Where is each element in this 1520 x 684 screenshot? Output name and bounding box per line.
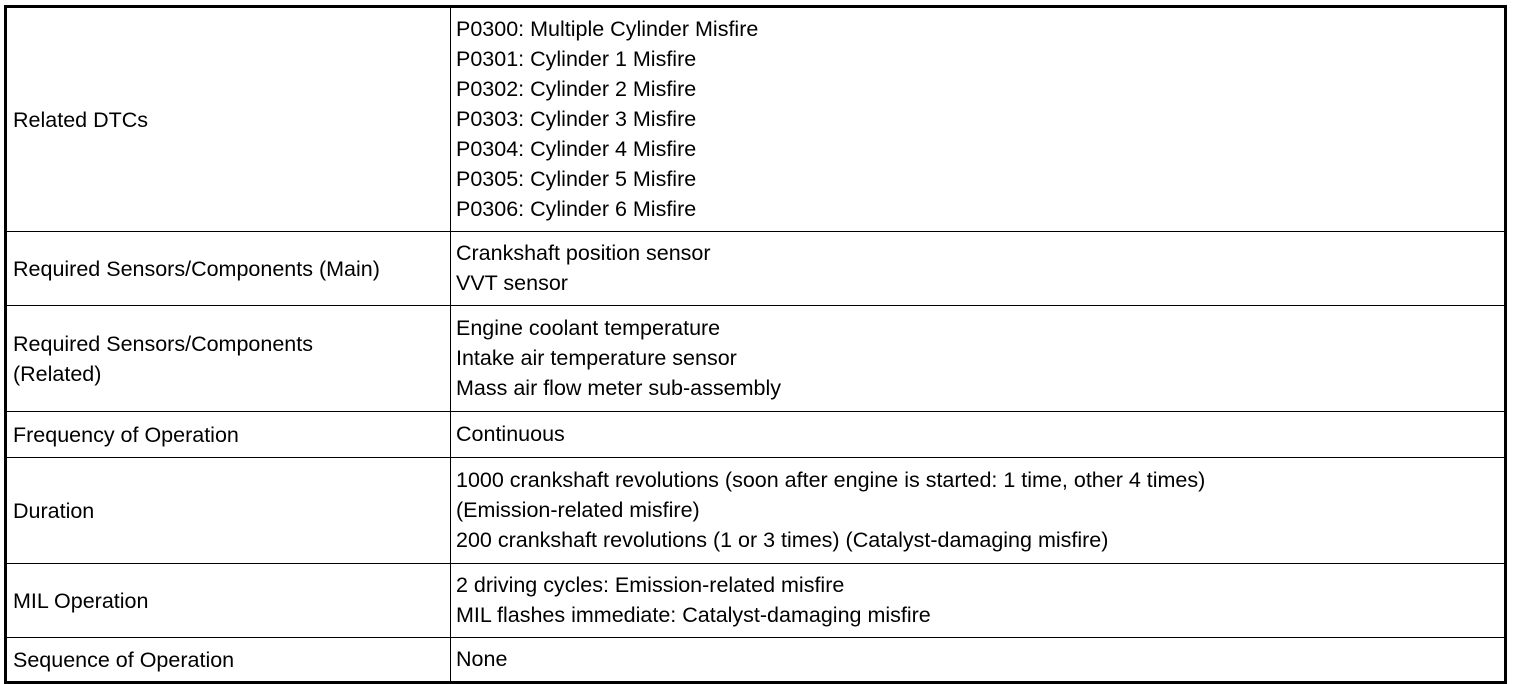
row-value-cell	[451, 412, 1506, 458]
table-row-frequency-of-operation	[6, 412, 1506, 458]
dtc-p0303: P0303: Cylinder 3 Misfire	[456, 107, 697, 131]
row-value-line: VVT sensor	[456, 271, 568, 295]
row-value-line: (Emission-related misfire)	[456, 498, 700, 522]
row-value-cell	[451, 564, 1506, 638]
dtc-p0304: P0304: Cylinder 4 Misfire	[456, 137, 697, 161]
row-value-cell	[451, 638, 1506, 683]
row-value-cell	[451, 7, 1506, 232]
row-label-cell	[6, 638, 451, 683]
row-value-cell	[451, 232, 1506, 306]
row-label-cell	[6, 7, 451, 232]
row-value-line: Intake air temperature sensor	[456, 346, 737, 370]
row-label-cell	[6, 412, 451, 458]
row-label-cell	[6, 306, 451, 412]
row-value-line: Crankshaft position sensor	[456, 241, 711, 265]
row-value-line: Mass air flow meter sub-assembly	[456, 376, 781, 400]
row-label: Duration	[13, 498, 95, 523]
row-value-line: MIL flashes immediate: Catalyst-damaging misfire	[456, 603, 931, 627]
table-row-required-sensors-related	[6, 306, 1506, 412]
row-label: Related DTCs	[13, 107, 149, 132]
dtc-p0305: P0305: Cylinder 5 Misfire	[456, 167, 697, 191]
row-value-cell	[451, 306, 1506, 412]
row-label-cell	[6, 564, 451, 638]
table-row-required-sensors-main	[6, 232, 1506, 306]
row-label: Required Sensors/Components	[13, 331, 313, 356]
row-value-line: 1000 crankshaft revolutions (soon after engine is started: 1 time, other 4 times)	[456, 468, 1206, 492]
dtc-p0301: P0301: Cylinder 1 Misfire	[456, 47, 697, 71]
row-label: Frequency of Operation	[13, 422, 239, 447]
table-row-duration	[6, 458, 1506, 564]
row-value-line: None	[456, 647, 508, 671]
dtc-p0306: P0306: Cylinder 6 Misfire	[456, 197, 697, 221]
row-value-line: Engine coolant temperature	[456, 316, 721, 340]
row-label-cell	[6, 232, 451, 306]
monitor-description-table	[4, 5, 1507, 684]
dtc-p0300: P0300: Multiple Cylinder Misfire	[456, 17, 759, 41]
row-label-cell	[6, 458, 451, 564]
row-value-line: 200 crankshaft revolutions (1 or 3 times) (Catalyst-damaging misfire)	[456, 528, 1109, 552]
row-label: Required Sensors/Components (Main)	[13, 256, 380, 281]
row-label-continuation: (Related)	[13, 361, 102, 386]
table-row-related-dtcs	[6, 7, 1506, 232]
row-label: Sequence of Operation	[13, 647, 235, 672]
row-label: MIL Operation	[13, 588, 149, 613]
table-row-mil-operation	[6, 564, 1506, 638]
row-value-cell	[451, 458, 1506, 564]
dtc-p0302: P0302: Cylinder 2 Misfire	[456, 77, 697, 101]
row-value-line: 2 driving cycles: Emission-related misfire	[456, 573, 845, 597]
table-row-sequence-of-operation	[6, 638, 1506, 683]
row-value-line: Continuous	[456, 422, 565, 446]
